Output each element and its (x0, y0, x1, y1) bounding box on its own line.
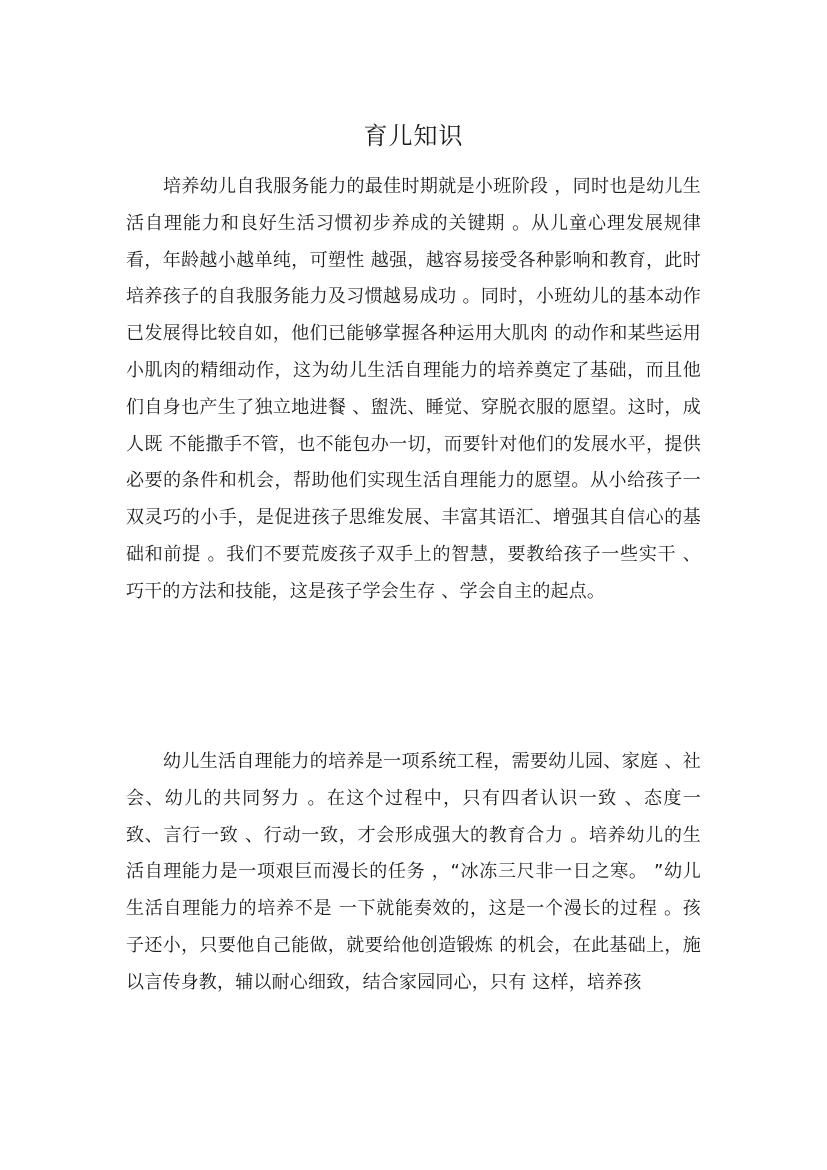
paragraph-2: 幼儿生活自理能力的培养是一项系统工程，需要幼儿园、家庭 、社会、幼儿的共同努力 。在这个过程中，只有四者认识一致 、态度一致、言行一致 、行动一致，才会形成强大的教育合力 。培养幼儿的生活自理能力是一项艰巨而漫长的任务 ，“冰冻三尺非一日之寒。 ”幼儿生活自理能力的培养不是 一下就能奏效的，这是一个漫长的过程 。孩子还小，只要他自己能做，就要给他创造锻炼 的机会，在此基础上，施以言传身教，辅以耐心细致，结合家园同心，只有 这样，培养孩 (126, 751, 701, 993)
paragraph-1: 培养幼儿自我服务能力的最佳时期就是小班阶段 ，同时也是幼儿生活自理能力和良好生活习惯初步养成的关键期 。从儿童心理发展规律看，年龄越小越单纯，可塑性 越强，越容易接受各种影响和教育，此时培养孩子的自我服务能力及习惯越易成功 。同时，小班幼儿的基本动作已发展得比较自如，他们已能够掌握各种运用大肌肉 的动作和某些运用小肌肉的精细动作，这为幼儿生活自理能力的培养奠定了基础，而且他们自身也产生了独立地进餐 、盥洗、睡觉、穿脱衣服的愿望。这时，成人既 不能撒手不管，也不能包办一切，而要针对他们的发展水平，提供必要的条件和机会，帮助他们实现生活自理能力的愿望。从小给孩子一双灵巧的小手，是促进孩子思维发展、丰富其语汇、增强其自信心的基础和前提 。我们不要荒废孩子双手上的智慧，要教给孩子一些实干 、巧干的方法和技能，这是孩子学会生存 、学会自主的起点。 (126, 176, 701, 602)
document-title: 育儿知识 (363, 122, 464, 150)
